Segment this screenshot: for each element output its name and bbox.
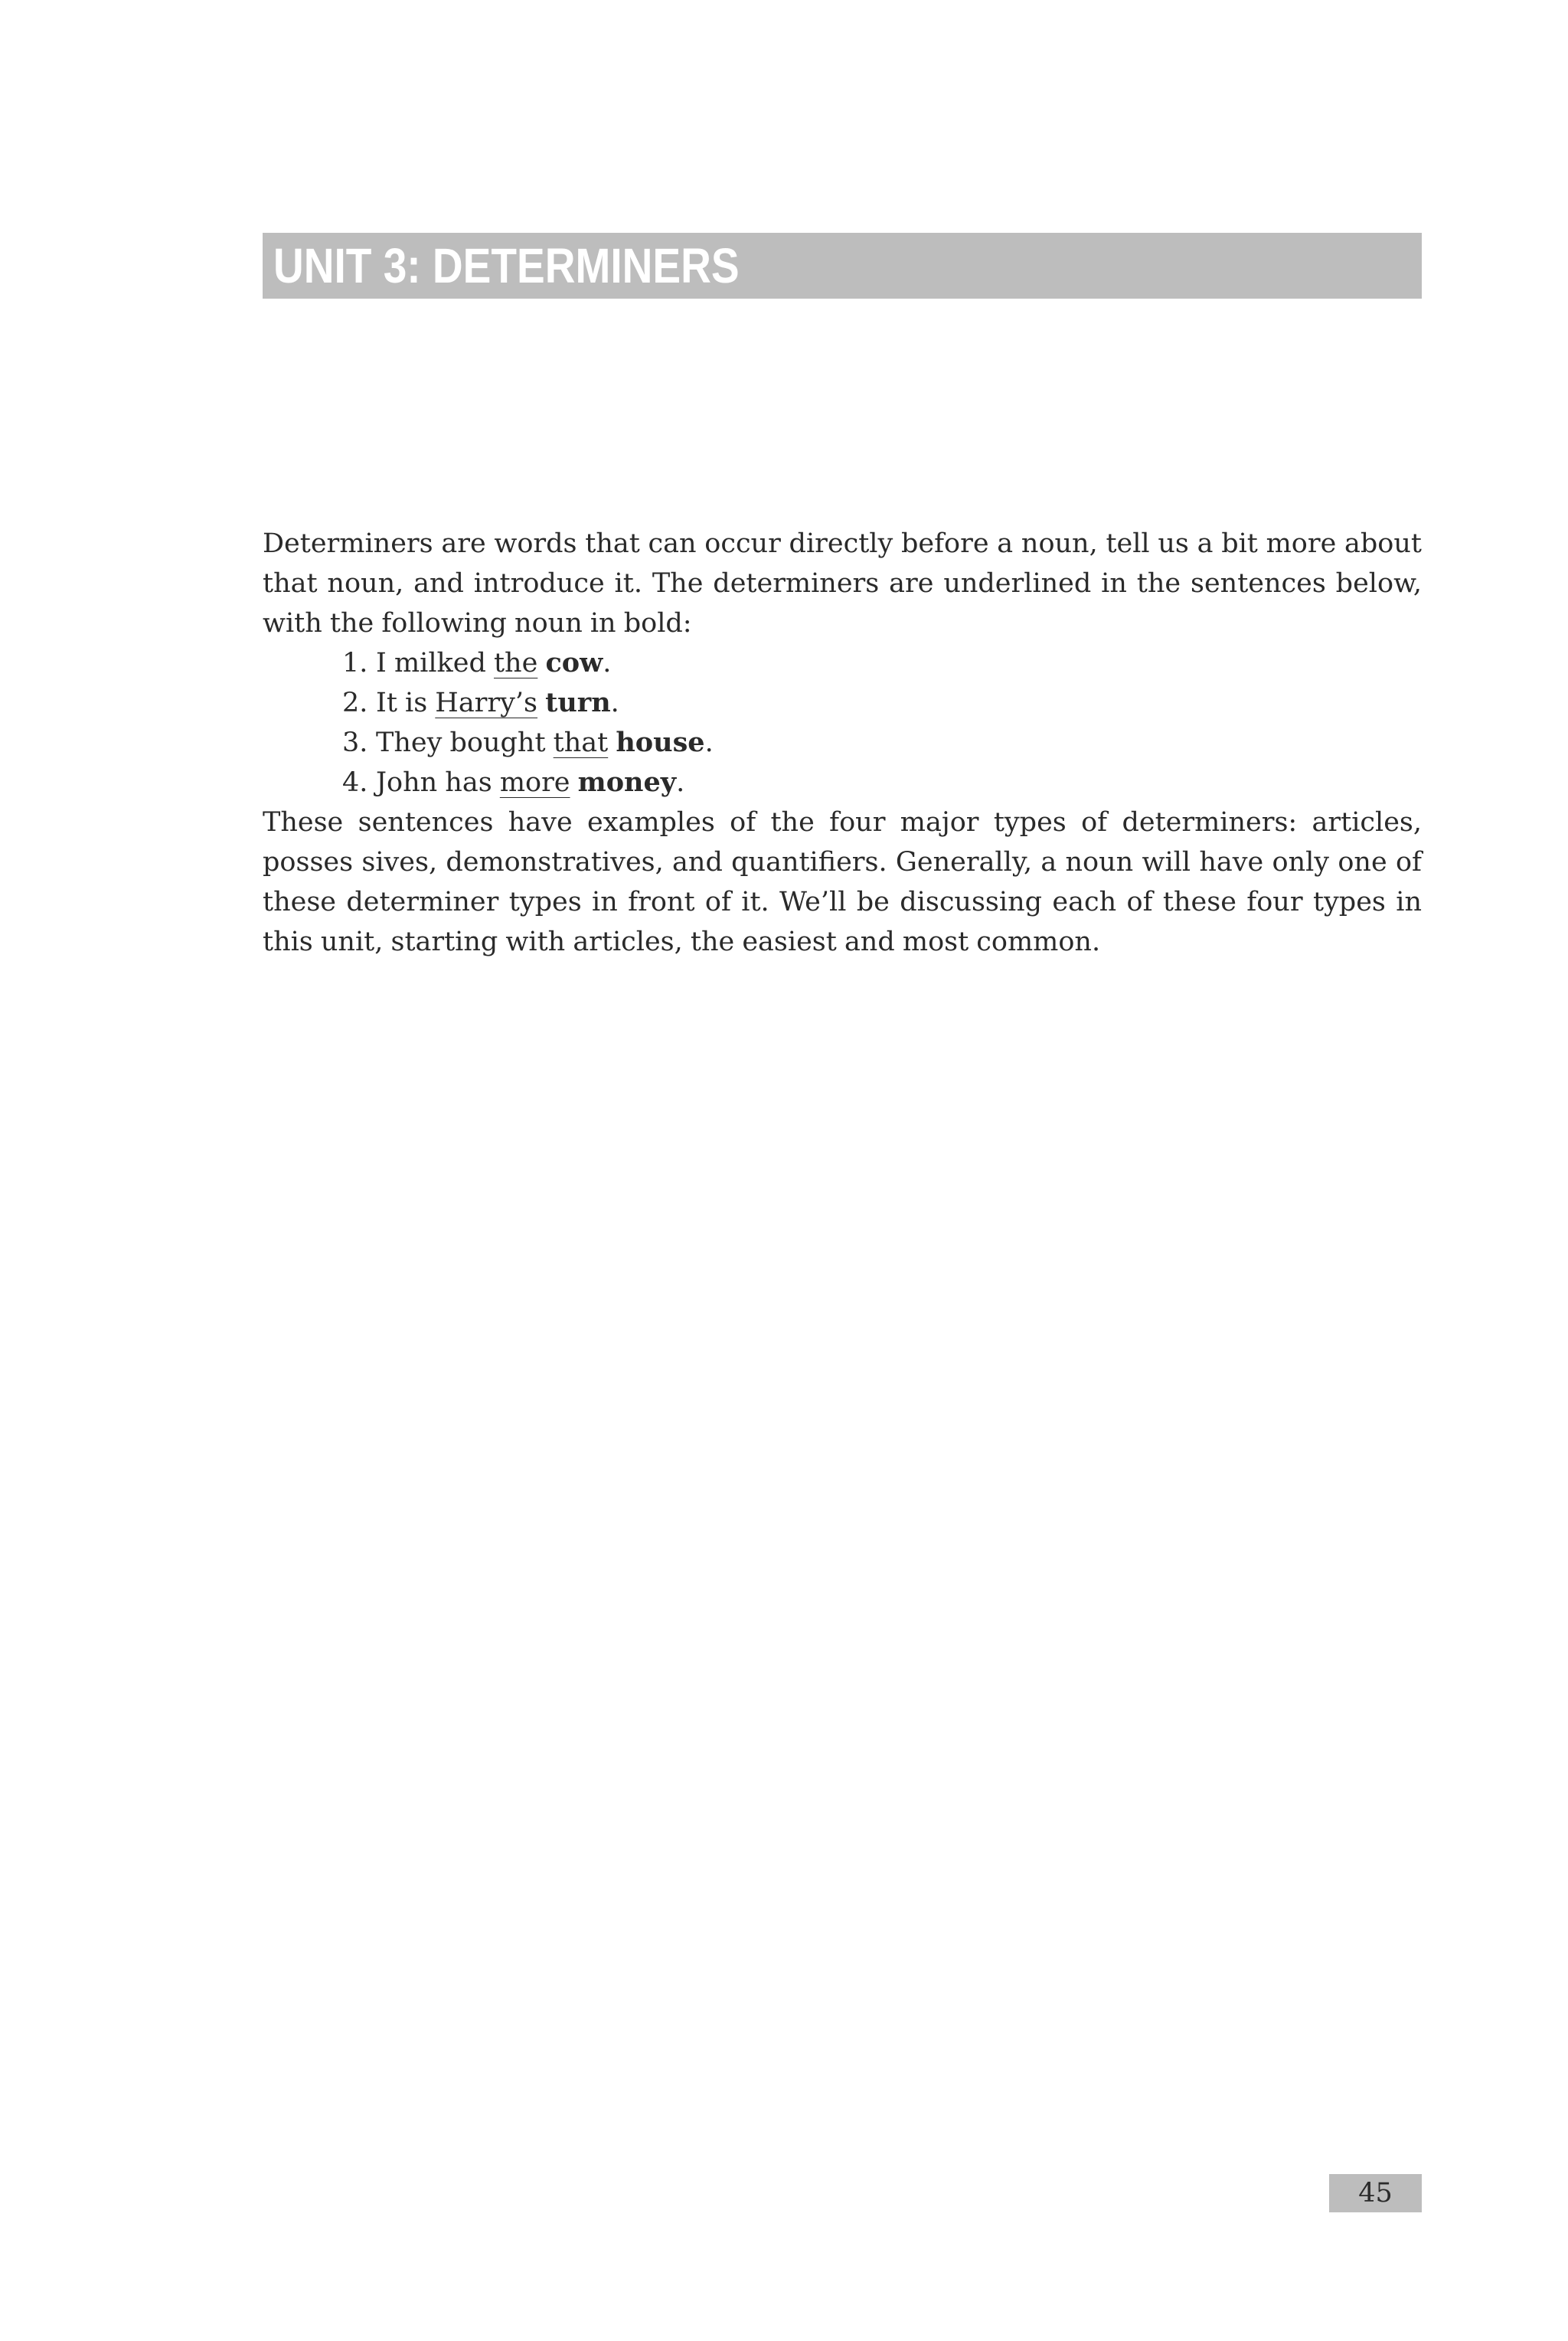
example-punctuation: . (603, 648, 612, 678)
example-number: 1. (342, 648, 368, 678)
example-punctuation: . (704, 727, 714, 758)
example-item (342, 763, 1422, 803)
noun: cow (545, 647, 603, 678)
determiner: more (499, 767, 570, 798)
intro-paragraph: Determiners are words that can occur directly before a noun, tell us a bit more about that noun, and introduce it. The determiners are underlined in the sentences below, with the following noun in bold: (263, 528, 1422, 639)
example-space (537, 648, 545, 678)
example-number: 4. (342, 767, 368, 798)
example-punctuation: . (610, 688, 619, 718)
unit-title-banner (263, 233, 1422, 299)
example-text: I milked (376, 648, 494, 678)
example-space (608, 727, 616, 758)
page-number-box (1329, 2174, 1422, 2212)
noun: house (616, 727, 705, 758)
body-text (263, 524, 1422, 962)
example-text: John has (376, 767, 500, 798)
determiner: that (553, 727, 609, 758)
example-list (263, 643, 1422, 803)
example-item (342, 683, 1422, 723)
example-space (570, 767, 578, 798)
example-text: They bought (376, 727, 554, 758)
noun: turn (545, 687, 611, 718)
summary-paragraph: These sentences have examples of the four major types of determiners: articles, posses sives, demonstratives, and quantifiers. Generally, a noun will have only one of these determiner types in front of it. We’ll be discussing each of these four types in this unit, starting with articles, the easiest and most common. (263, 807, 1422, 957)
example-space (537, 688, 545, 718)
determiner: the (493, 648, 538, 678)
example-number: 2. (342, 688, 368, 718)
determiner: Harry’s (435, 688, 538, 718)
unit-title: UNIT 3: DETERMINERS (273, 238, 740, 293)
noun: money (577, 767, 677, 798)
example-punctuation: . (676, 767, 685, 798)
page-number: 45 (1358, 2178, 1393, 2209)
example-number: 3. (342, 727, 368, 758)
example-text: It is (376, 688, 436, 718)
example-item (342, 723, 1422, 763)
example-item (342, 643, 1422, 683)
